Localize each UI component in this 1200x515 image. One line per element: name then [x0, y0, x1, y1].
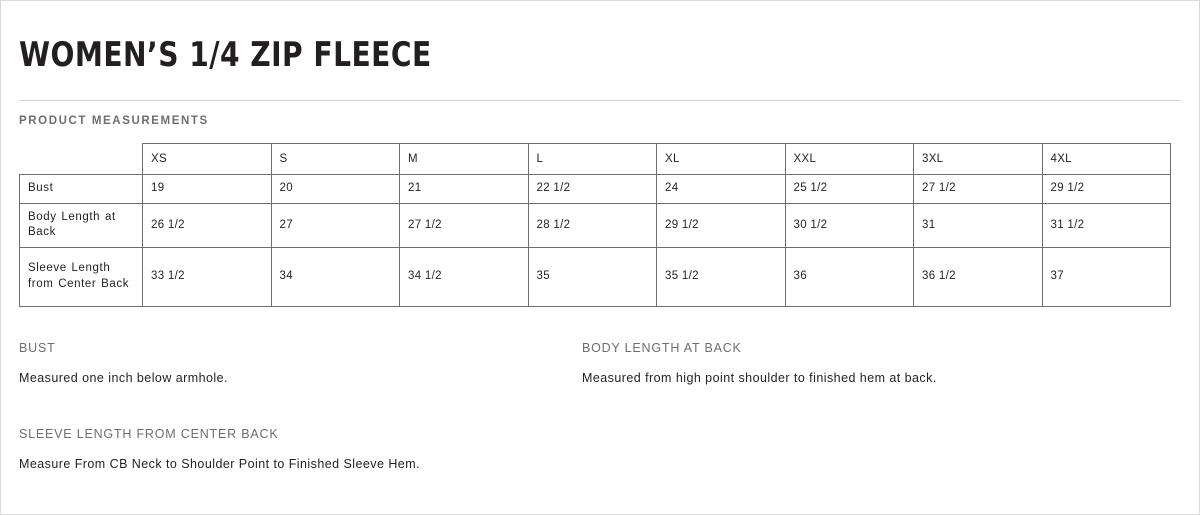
- page-content: [19, 1, 1181, 471]
- note-sleeve-length-from-center-back: [19, 427, 420, 471]
- cell-sleeve-xl: 35 1/2: [657, 247, 786, 306]
- cell-bodylength-s: 27: [271, 203, 400, 247]
- column-header-xs: XS: [143, 144, 272, 175]
- cell-bust-s: 20: [271, 175, 400, 204]
- cell-sleeve-xs: 33 1/2: [143, 247, 272, 306]
- note-body-length-body: Measured from high point shoulder to finished hem at back.: [582, 370, 937, 385]
- table-row: [20, 175, 1171, 204]
- cell-bust-l: 22 1/2: [528, 175, 657, 204]
- title-divider: [19, 100, 1181, 101]
- cell-bodylength-m: 27 1/2: [400, 203, 529, 247]
- cell-sleeve-s: 34: [271, 247, 400, 306]
- column-header-l: L: [528, 144, 657, 175]
- note-bust-body: Measured one inch below armhole.: [19, 370, 228, 385]
- cell-sleeve-m: 34 1/2: [400, 247, 529, 306]
- cell-bust-xxl: 25 1/2: [785, 175, 914, 204]
- row-label-sleeve-length-from-center-back: Sleeve Length from Center Back: [20, 247, 143, 306]
- table-row: [20, 203, 1171, 247]
- table-row: [20, 247, 1171, 306]
- cell-bodylength-3xl: 31: [914, 203, 1043, 247]
- measurements-table: [19, 143, 1171, 307]
- cell-bodylength-xl: 29 1/2: [657, 203, 786, 247]
- cell-bust-4xl: 29 1/2: [1042, 175, 1171, 204]
- column-header-xl: XL: [657, 144, 786, 175]
- cell-bust-xs: 19: [143, 175, 272, 204]
- cell-bust-3xl: 27 1/2: [914, 175, 1043, 204]
- cell-bodylength-xxl: 30 1/2: [785, 203, 914, 247]
- cell-bodylength-l: 28 1/2: [528, 203, 657, 247]
- column-header-m: M: [400, 144, 529, 175]
- note-body-length-title: BODY LENGTH AT BACK: [582, 340, 742, 355]
- cell-sleeve-3xl: 36 1/2: [914, 247, 1043, 306]
- cell-sleeve-l: 35: [528, 247, 657, 306]
- cell-sleeve-xxl: 36: [785, 247, 914, 306]
- column-header-4xl: 4XL: [1042, 144, 1171, 175]
- row-label-body-length-at-back: Body Length at Back: [20, 203, 143, 247]
- cell-bust-xl: 24: [657, 175, 786, 204]
- row-label-bust: Bust: [20, 175, 143, 204]
- note-sleeve-length-title: SLEEVE LENGTH FROM CENTER BACK: [19, 426, 279, 441]
- page-title: WOMEN’S 1/4 ZIP FLEECE: [19, 35, 432, 75]
- column-header-xxl: XXL: [785, 144, 914, 175]
- table-corner-cell: [20, 144, 143, 175]
- column-header-3xl: 3XL: [914, 144, 1043, 175]
- note-body-length-at-back: [582, 341, 937, 385]
- note-bust-title: BUST: [19, 340, 56, 355]
- table-header: [20, 144, 1171, 175]
- cell-bust-m: 21: [400, 175, 529, 204]
- cell-bodylength-xs: 26 1/2: [143, 203, 272, 247]
- note-sleeve-length-body: Measure From CB Neck to Shoulder Point to Finished Sleeve Hem.: [19, 456, 420, 471]
- table-header-row: [20, 144, 1171, 175]
- cell-sleeve-4xl: 37: [1042, 247, 1171, 306]
- note-bust: [19, 341, 228, 385]
- table-body: [20, 175, 1171, 307]
- cell-bodylength-4xl: 31 1/2: [1042, 203, 1171, 247]
- column-header-s: S: [271, 144, 400, 175]
- section-label-product-measurements: PRODUCT MEASUREMENTS: [19, 115, 209, 128]
